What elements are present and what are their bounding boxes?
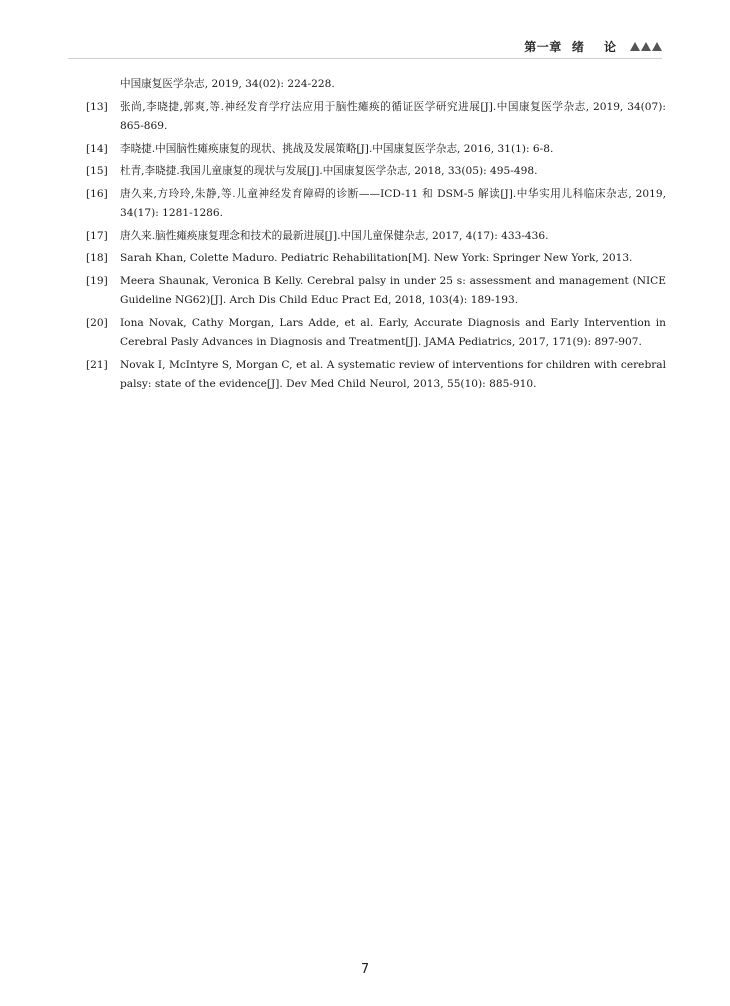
- reference-item: [86, 314, 666, 353]
- reference-text: Sarah Khan, Colette Maduro. Pediatric Rehabilitation[M]. New York: Springer New York, 2013.: [120, 252, 633, 264]
- reference-item: [86, 75, 666, 95]
- reference-text: 唐久来.脑性瘫痪康复理念和技术的最新进展[J].中国儿童保健杂志, 2017, 4(17): 433-436.: [120, 229, 549, 242]
- reference-item: [86, 185, 666, 224]
- triangle-icon: [641, 42, 651, 51]
- reference-text: 唐久来,方玲玲,朱静,等.儿童神经发育障碍的诊断——ICD-11 和 DSM-5 解读[J].中华实用儿科临床杂志, 2019, 34(17): 1281-1286.: [120, 187, 666, 219]
- reference-text: 李晓捷.中国脑性瘫痪康复的现状、挑战及发展策略[J].中国康复医学杂志, 2016, 31(1): 6-8.: [120, 142, 554, 155]
- reference-number: [16]: [86, 187, 108, 200]
- reference-item: [86, 98, 666, 137]
- reference-text: Iona Novak, Cathy Morgan, Lars Adde, et al. Early, Accurate Diagnosis and Early Intervention in Cerebral Pasly Advances in Diagnosis and Treatment[J]. JAMA Pediatrics, 2017, 171(9): 897-907.: [120, 316, 666, 348]
- triangle-ornament-icon: [630, 42, 662, 51]
- reference-number: [86, 75, 120, 95]
- reference-text: Meera Shaunak, Veronica B Kelly. Cerebral palsy in under 25 s: assessment and management (NICE Guideline NG62)[J]. Arch Dis Child Educ Pract Ed, 2018, 103(4): 189-193.: [120, 274, 666, 306]
- reference-item: [86, 249, 666, 269]
- triangle-icon: [630, 42, 640, 51]
- chapter-number: 第一章: [524, 40, 562, 54]
- reference-item: [86, 162, 666, 182]
- reference-number: [18]: [86, 252, 108, 264]
- reference-item: [86, 272, 666, 311]
- reference-item: [86, 140, 666, 160]
- reference-number: [13]: [86, 100, 108, 113]
- reference-number: [19]: [86, 274, 108, 287]
- reference-number: [14]: [86, 142, 108, 155]
- running-header: [524, 38, 662, 55]
- reference-number: [21]: [86, 358, 108, 371]
- triangle-icon: [652, 42, 662, 51]
- page-number: 7: [360, 962, 370, 977]
- header-divider: [68, 58, 662, 59]
- reference-text: 杜青,李晓捷.我国儿童康复的现状与发展[J].中国康复医学杂志, 2018, 33(05): 495-498.: [120, 165, 538, 177]
- reference-number: [15]: [86, 165, 108, 177]
- reference-item: [86, 356, 666, 395]
- reference-text: 张尚,李晓捷,郭爽,等.神经发育学疗法应用于脑性瘫痪的循证医学研究进展[J].中国康复医学杂志, 2019, 34(07): 865-869.: [120, 100, 666, 132]
- reference-list: [86, 75, 666, 398]
- chapter-title: 绪 论: [571, 40, 624, 54]
- reference-item: [86, 227, 666, 247]
- reference-number: [17]: [86, 229, 108, 242]
- reference-text: 中国康复医学杂志, 2019, 34(02): 224-228.: [120, 78, 335, 90]
- reference-number: [20]: [86, 316, 108, 329]
- reference-text: Novak I, McIntyre S, Morgan C, et al. A systematic review of interventions for children with cerebral palsy: state of the evidence[J]. Dev Med Child Neurol, 2013, 55(10): 885-910.: [120, 358, 666, 390]
